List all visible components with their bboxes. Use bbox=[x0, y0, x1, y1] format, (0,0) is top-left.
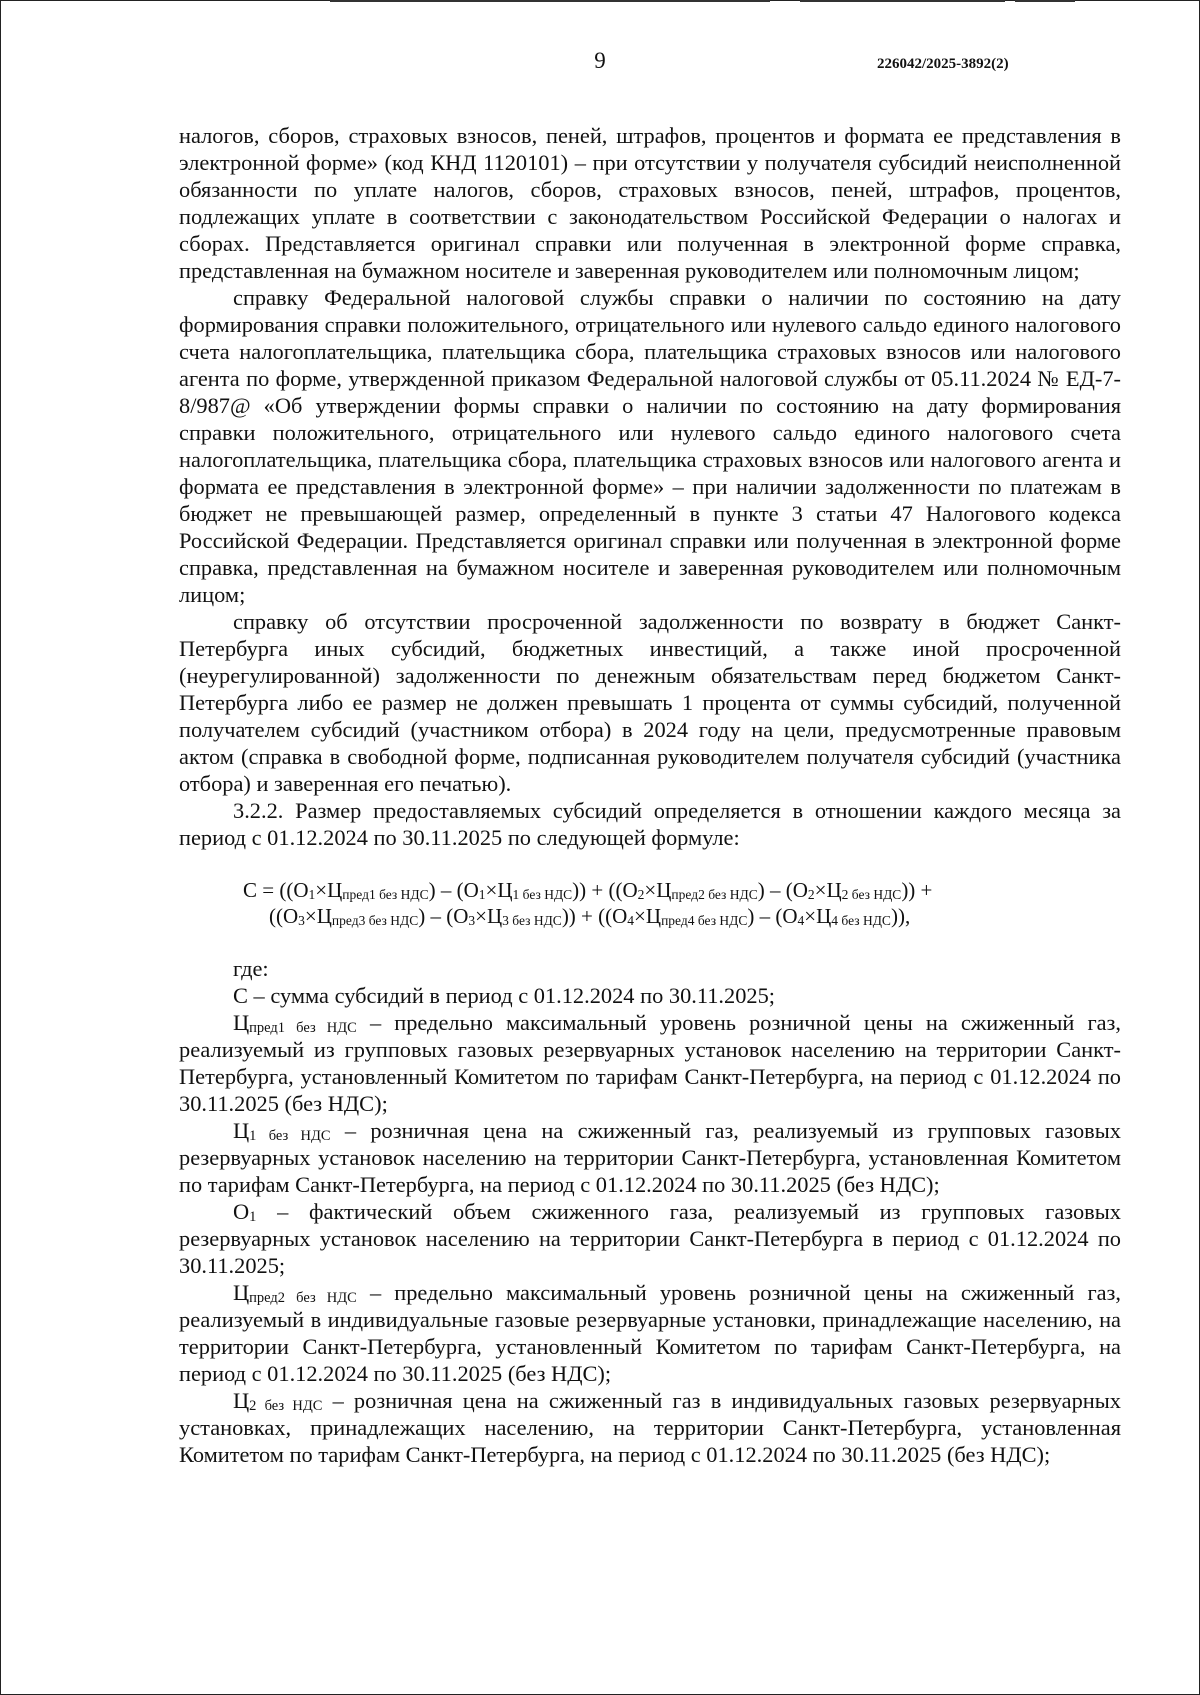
formula-line-2: $((О_3\times Ц_{пред3 без НДС}) - (О_3\times Ц_{3 без НДС})) + ((О_4\times Ц_{пред4 без НДС}) - (О_4\times Ц_{4 без НДС}))$, bbox=[269, 904, 911, 928]
formula-line-1: $С = ((О_1\times Ц_{пред1 без НДС}) - (О_1\times Ц_{1 без НДС})) + ((О_2\times Ц_{пред2 без НДС}) - (О_2\times Ц_{2 без НДС}))$ + bbox=[243, 878, 933, 902]
page-number: 9 bbox=[594, 48, 606, 73]
scan-top-rule bbox=[1015, 0, 1075, 2]
subsidy-formula bbox=[179, 877, 1121, 929]
definition-c: С – сумма субсидий в период с 01.12.2024 по 30.11.2025; bbox=[233, 983, 776, 1008]
scan-top-rule bbox=[800, 0, 1005, 2]
paragraph: 3.2.2. Размер предоставляемых субсидий определяется в отношении каждого месяца за период с 01.12.2024 по 30.11.2025 по следующей формуле: bbox=[179, 798, 1121, 850]
scan-top-rule bbox=[330, 0, 770, 2]
definition-pred1: $Ц_{пред1 без НДС}$ – предельно максимальный уровень розничной цены на сжиженный газ, реализуемый из групповых газовых резервуарных установок населению на территории Санкт-Петербурга, установленный Комитетом по тарифам Санкт-Петербурга, на период с 01.12.2024 по 30.11.2025 (без НДС); bbox=[179, 1010, 1122, 1116]
definition-c2: $Ц_{2 без НДС}$ – розничная цена на сжиженный газ в индивидуальных газовых резервуарных установках, принадлежащих населению, на территории Санкт-Петербурга, установленная Комитетом по тарифам Санкт-Петербурга, на период с 01.12.2024 по 30.11.2025 (без НДС); bbox=[179, 1388, 1121, 1467]
paragraph: справку об отсутствии просроченной задолженности по возврату в бюджет Санкт-Петербурга иных субсидий, бюджетных инвестиций, а также иной просроченной (неурегулированной) задолженности по денежным обязательствам перед бюджетом Санкт-Петербурга либо ее размер не должен превышать 1 процента от суммы субсидий, полученной получателем субсидий (участником отбора) в 2024 году на цели, предусмотренные правовым актом (справка в свободной форме, подписанная руководителем получателя субсидий (участника отбора) и заверенная его печатью). bbox=[179, 609, 1121, 796]
definition-pred2: $Ц_{пред2 без НДС}$ – предельно максимальный уровень розничной цены на сжиженный газ, реализуемый в индивидуальные газовые резервуарные установки, принадлежащие населению, на территории Санкт-Петербурга, установленный Комитетом по тарифам Санкт-Петербурга, на период с 01.12.2024 по 30.11.2025 (без НДС); bbox=[179, 1280, 1122, 1386]
document-body bbox=[179, 122, 1121, 1468]
document-id: 226042/2025-3892(2) bbox=[877, 56, 1009, 72]
definition-c1: $Ц_{1 без НДС}$ – розничная цена на сжиженный газ, реализуемый из групповых газовых резервуарных установок населению на территории Санкт-Петербурга, установленная Комитетом по тарифам Санкт-Петербурга, на период с 01.12.2024 по 30.11.2025 (без НДС); bbox=[179, 1118, 1121, 1197]
paragraph: справку Федеральной налоговой службы справки о наличии по состоянию на дату формирования справки положительного, отрицательного или нулевого сальдо единого налогового счета налогоплательщика, плательщика сбора, плательщика страховых взносов или налогового агента по форме, утвержденной приказом Федеральной налоговой службы от 05.11.2024 № ЕД-7-8/987@ «Об утверждении формы справки о наличии по состоянию на дату формирования справки положительного, отрицательного или нулевого сальдо единого налогового счета налогоплательщика, плательщика сбора, плательщика страховых взносов или налогового агента и формата ее представления в электронной форме» – при наличии задолженности по платежам в бюджет не превышающей размер, определенный в пункте 3 статьи 47 Налогового кодекса Российской Федерации. Представляется оригинал справки или полученная в электронной форме справка, представленная на бумажном носителе и заверенная руководителем или полномочным лицом; bbox=[179, 285, 1121, 607]
where-label: где: bbox=[233, 956, 269, 981]
definition-o1: $О_1$ – фактический объем сжиженного газа, реализуемый из групповых газовых резервуарных установок населению на территории Санкт-Петербурга в период с 01.12.2024 по 30.11.2025; bbox=[179, 1199, 1121, 1278]
paragraph: налогов, сборов, страховых взносов, пеней, штрафов, процентов и формата ее представления в электронной форме» (код КНД 1120101) – при отсутствии у получателя субсидий неисполненной обязанности по уплате налогов, сборов, страховых взносов, пеней, штрафов, процентов, подлежащих уплате в соответствии с законодательством Российской Федерации о налогах и сборах. Представляется оригинал справки или полученная в электронной форме справка, представленная на бумажном носителе и заверенная руководителем или полномочным лицом; bbox=[179, 123, 1121, 283]
